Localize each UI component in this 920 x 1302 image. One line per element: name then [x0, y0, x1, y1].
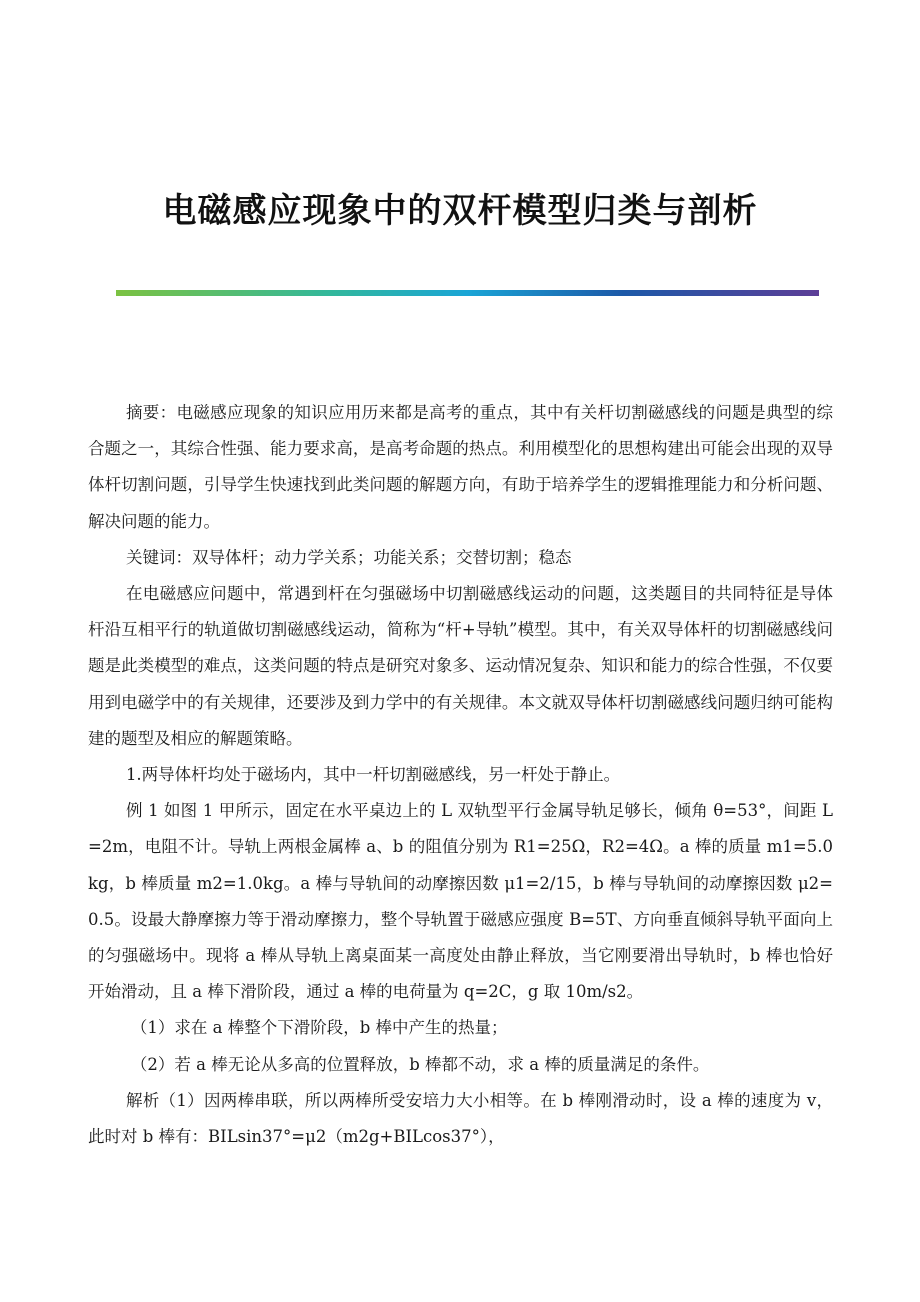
section-heading: 1.两导体杆均处于磁场内，其中一杆切割磁感线，另一杆处于静止。	[125, 765, 621, 785]
document-body	[88, 395, 833, 1155]
intro-paragraph: 在电磁感应问题中，常遇到杆在匀强磁场中切割磁感线运动的问题，这类题目的共同特征是导体杆沿互相平行的轨道做切割磁感线运动，简称为“杆+导轨”模型。其中，有关双导体杆的切割磁感线问题是此类模型的难点，这类问题的特点是研究对象多、运动情况复杂、知识和能力的综合性强，不仅要用到电磁学中的有关规律，还要涉及到力学中的有关规律。本文就双导体杆切割磁感线问题归纳可能构建的题型及相应的解题策略。	[88, 584, 833, 748]
question-1: （1）求在 a 棒整个下滑阶段，b 棒中产生的热量；	[130, 1018, 508, 1038]
solution-paragraph: 解析（1）因两棒串联，所以两棒所受安培力大小相等。在 b 棒刚滑动时，设 a 棒的速度为 v，此时对 b 棒有：BILsin37°=μ2（m2g+BILcos37°），	[88, 1090, 833, 1147]
abstract-paragraph: 摘要：电磁感应现象的知识应用历来都是高考的重点，其中有关杆切割磁感线的问题是典型的综合题之一，其综合性强、能力要求高，是高考命题的热点。利用模型化的思想构建出可能会出现的双导体杆切割问题，引导学生快速找到此类问题的解题方向，有助于培养学生的逻辑推理能力和分析问题、解决问题的能力。	[88, 403, 833, 531]
title-divider	[116, 290, 819, 296]
document-title: 电磁感应现象中的双杆模型归类与剖析	[162, 191, 758, 231]
question-2: （2）若 a 棒无论从多高的位置释放，b 棒都不动，求 a 棒的质量满足的条件。	[130, 1054, 710, 1074]
example-paragraph: 例 1 如图 1 甲所示，固定在水平桌边上的 L 双轨型平行金属导轨足够长，倾角 θ=53°，间距 L=2m，电阻不计。导轨上两根金属棒 a、b 的阻值分别为 R1=25Ω，R2=4Ω。a 棒的质量 m1=5.0kg，b 棒质量 m2=1.0kg。a 棒与导轨间的动摩擦因数 μ1=2/15，b 棒与导轨间的动摩擦因数 μ2=0.5。设最大静摩擦力等于滑动摩擦力，整个导轨置于磁感应强度 B=5T、方向垂直倾斜导轨平面向上的匀强磁场中。现将 a 棒从导轨上离桌面某一高度处由静止释放，当它刚要滑出导轨时，b 棒也恰好开始滑动，且 a 棒下滑阶段，通过 a 棒的电荷量为 q=2C，g 取 10m/s2。	[88, 801, 833, 1002]
keywords-paragraph: 关键词：双导体杆；动力学关系；功能关系；交替切割；稳态	[125, 547, 572, 567]
